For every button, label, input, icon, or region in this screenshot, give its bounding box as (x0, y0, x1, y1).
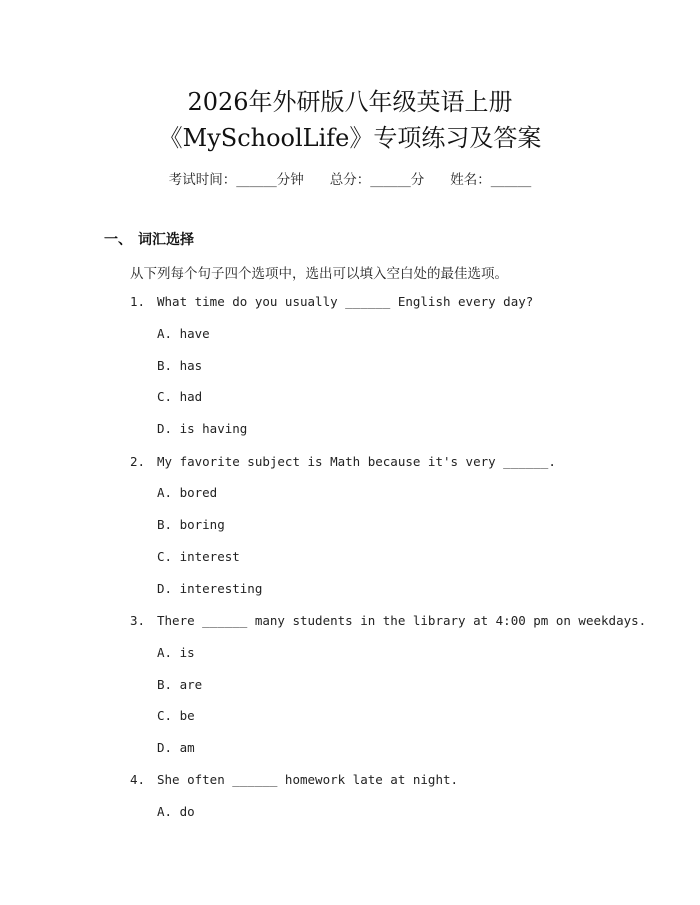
time-label: 考试时间：______分钟 (168, 172, 304, 188)
question-1 (130, 294, 533, 309)
option-2a: A. bored (157, 485, 218, 500)
question-number: 3. (130, 613, 146, 628)
option-2c: C. interest (157, 549, 240, 564)
exam-meta (0, 168, 700, 188)
option-3a: A. is (157, 645, 195, 660)
option-1a: A. have (157, 326, 210, 341)
option-3d: D. am (157, 740, 195, 755)
page-title-line1: 2026年外研版八年级英语上册 (187, 88, 513, 116)
question-number: 1. (130, 294, 146, 309)
question-text: What time do you usually ______ English every day? (157, 294, 534, 309)
section-number: 一、 (104, 232, 132, 248)
question-number: 2. (130, 454, 146, 469)
option-2d: D. interesting (157, 581, 263, 596)
question-2 (130, 454, 556, 469)
option-1d: D. is having (157, 421, 248, 436)
option-2b: B. boring (157, 517, 225, 532)
option-3b: B. are (157, 677, 203, 692)
question-3 (130, 613, 646, 628)
option-4a: A. do (157, 804, 195, 819)
question-number: 4. (130, 772, 146, 787)
question-4 (130, 772, 458, 787)
option-1c: C. had (157, 389, 203, 404)
name-label: 姓名：______ (450, 172, 532, 188)
score-label: 总分：______分 (329, 172, 425, 188)
section-heading (104, 229, 194, 249)
question-text: There ______ many students in the library at 4:00 pm on weekdays. (157, 613, 647, 628)
option-3c: C. be (157, 708, 195, 723)
question-text: She often ______ homework late at night. (157, 772, 459, 787)
option-1b: B. has (157, 358, 203, 373)
section-instruction: 从下列每个句子四个选项中，选出可以填入空白处的最佳选项。 (130, 266, 508, 282)
section-title: 词汇选择 (138, 232, 194, 248)
page-title-line2: 《MySchoolLife》专项练习及答案 (158, 124, 542, 152)
question-text: My favorite subject is Math because it's very ______. (157, 454, 556, 469)
